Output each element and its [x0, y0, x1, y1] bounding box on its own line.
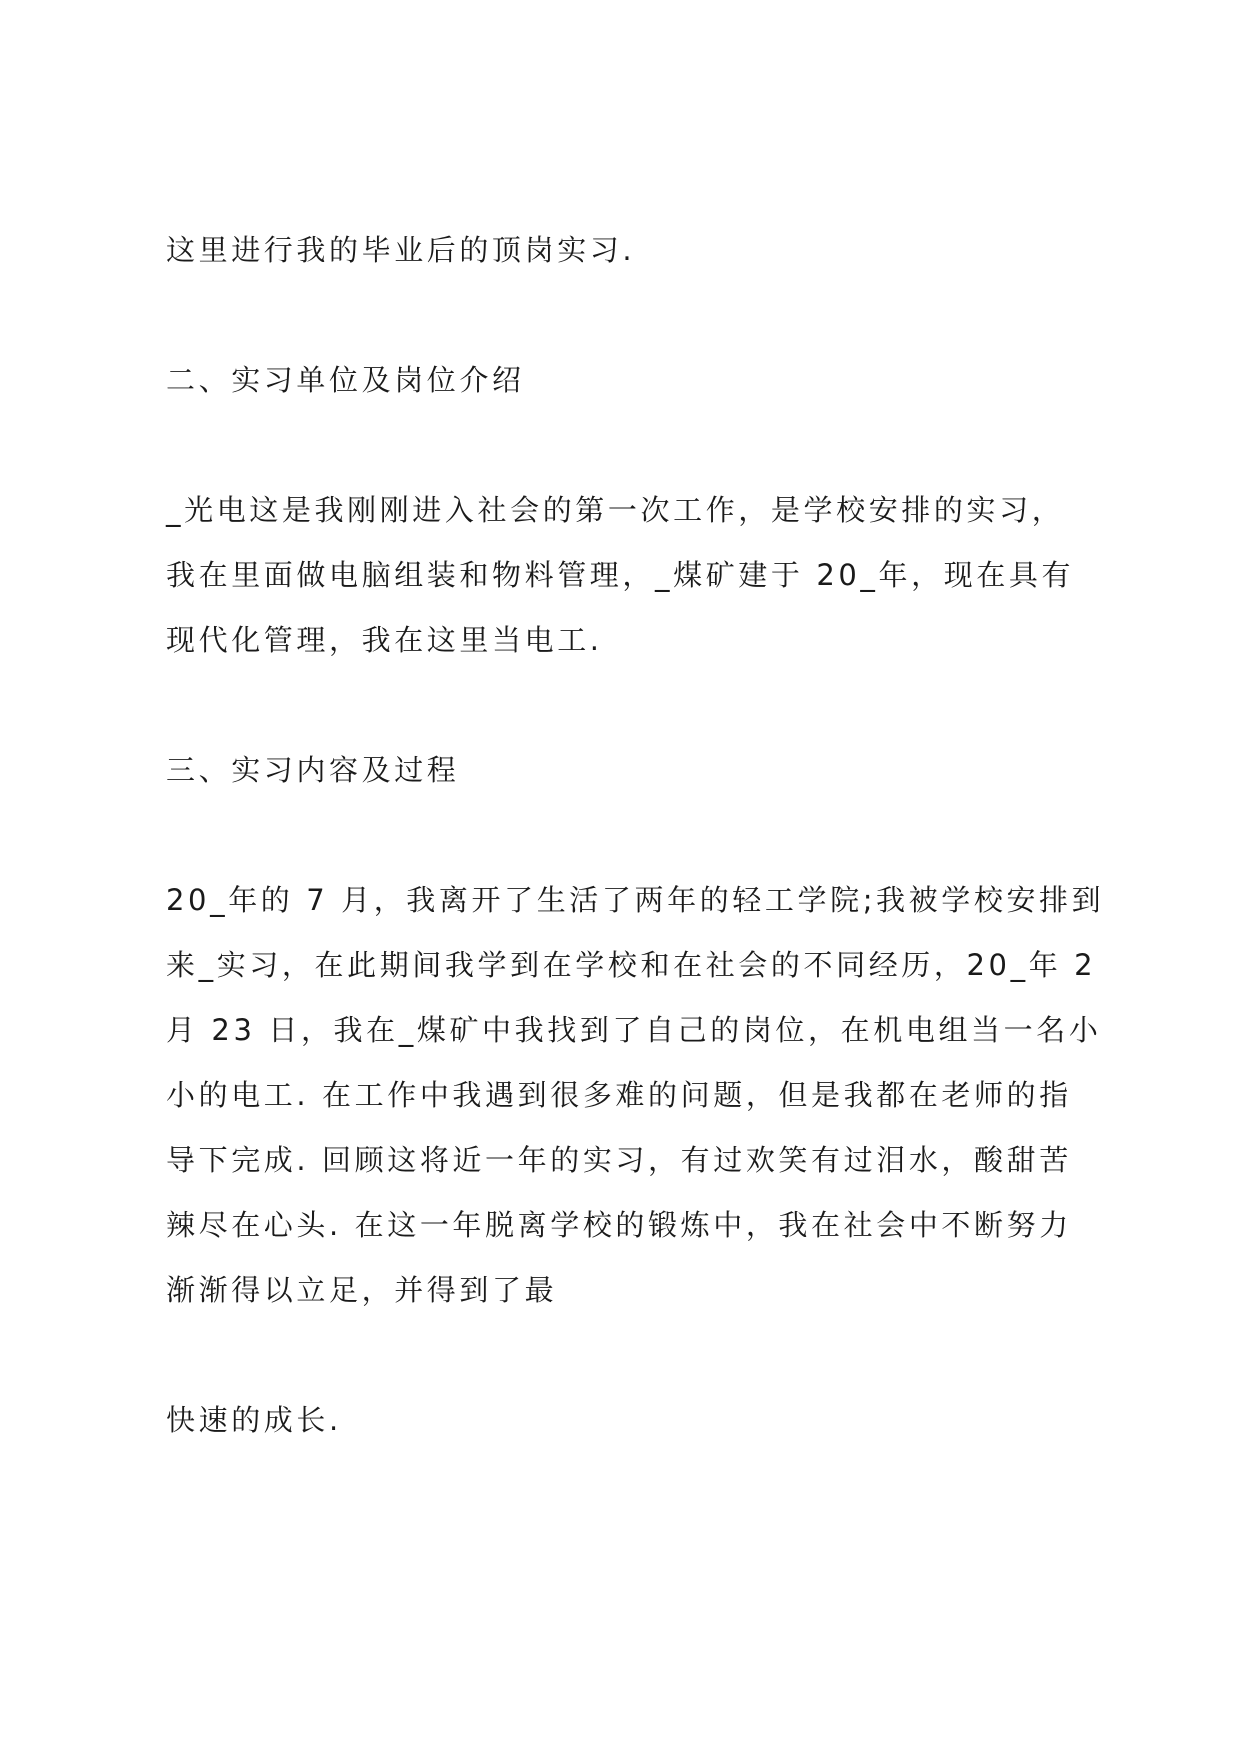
section-heading: 二、实习单位及岗位介绍: [166, 363, 525, 397]
paragraph-line: 我在里面做电脑组装和物料管理，_煤矿建于 20_年，现在具有: [166, 558, 1075, 592]
paragraph-line: 月 23 日，我在_煤矿中我找到了自己的岗位，在机电组当一名小: [166, 1013, 1102, 1047]
paragraph-line: 这里进行我的毕业后的顶岗实习.: [166, 233, 636, 267]
paragraph-line: 辣尽在心头. 在这一年脱离学校的锻炼中，我在社会中不断努力: [166, 1208, 1072, 1242]
paragraph-line: 快速的成长.: [166, 1403, 342, 1437]
paragraph-line: 导下完成. 回顾这将近一年的实习，有过欢笑有过泪水，酸甜苦: [166, 1143, 1072, 1177]
paragraph-line: _光电这是我刚刚进入社会的第一次工作，是学校安排的实习，: [166, 493, 1065, 527]
section-heading: 三、实习内容及过程: [166, 753, 460, 787]
paragraph-line: 来_实习，在此期间我学到在学校和在社会的不同经历，20_年 2: [166, 948, 1097, 982]
paragraph-line: 20_年的 7 月，我离开了生活了两年的轻工学院;我被学校安排到: [166, 883, 1105, 917]
paragraph-line: 小的电工. 在工作中我遇到很多难的问题，但是我都在老师的指: [166, 1078, 1072, 1112]
paragraph-line: 现代化管理，我在这里当电工.: [166, 623, 603, 657]
paragraph-line: 渐渐得以立足，并得到了最: [166, 1273, 558, 1307]
